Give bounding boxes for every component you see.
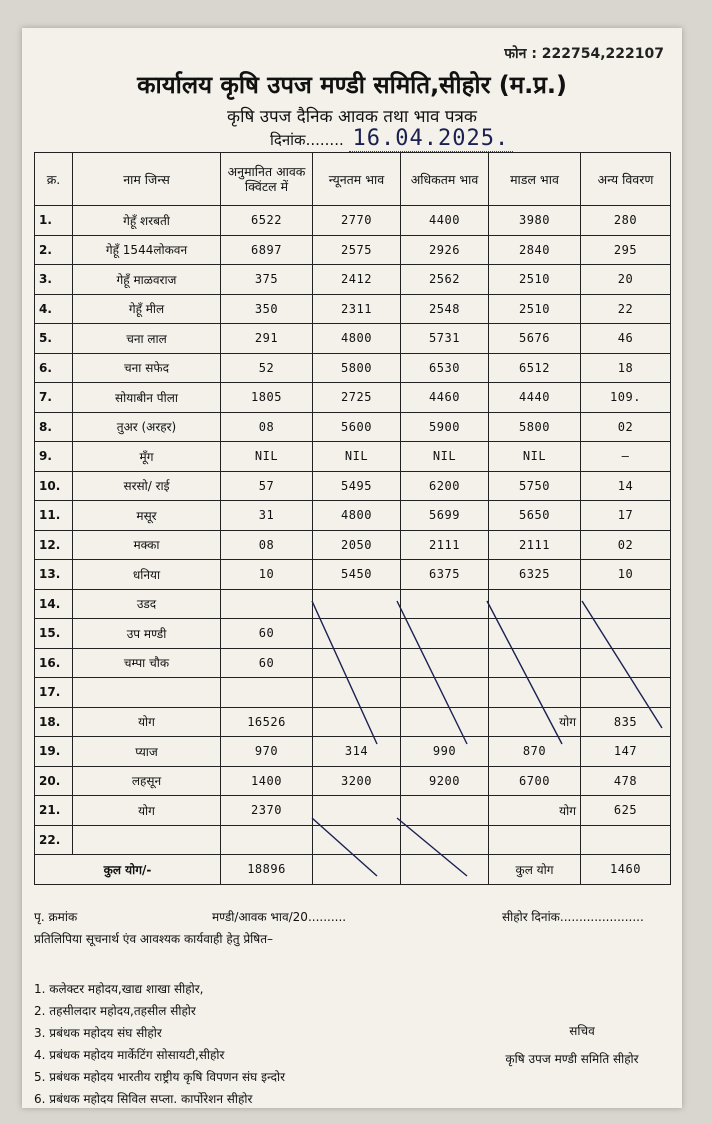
recipient-item: 2. तहसीलदार महोदय,तहसील सीहोर [34,1004,196,1018]
min-price: 4800 [313,501,401,531]
signatory-org: कृषि उपज मण्डी समिति सीहोर [505,1052,639,1066]
min-price: 2770 [313,206,401,236]
table-row [35,648,671,678]
row-sn: 7. [35,383,73,413]
arrival-value: NIL [221,442,313,472]
col-header: क्र. [35,153,73,206]
commodity-name: चना लाल [73,324,221,354]
document-page [22,28,682,1108]
arrival-value: 31 [221,501,313,531]
arrival-value: 1805 [221,383,313,413]
other-value: 18 [581,353,671,383]
rates-table [34,152,671,885]
commodity-name: चना सफेद [73,353,221,383]
modal-price: 6325 [489,560,581,590]
arrival-value: 60 [221,648,313,678]
table-row [35,560,671,590]
other-value: 02 [581,530,671,560]
table-row [35,412,671,442]
modal-price: 2111 [489,530,581,560]
other-value: 835 [581,707,671,737]
copy-recipients [34,978,285,1110]
table-row [35,206,671,236]
commodity-name: गेहूँ मील [73,294,221,324]
max-price: 4460 [401,383,489,413]
table-row [35,324,671,354]
col-header: माडल भाव [489,153,581,206]
table-row [35,825,671,855]
other-value: 17 [581,501,671,531]
min-price: 3200 [313,766,401,796]
max-price: 990 [401,737,489,767]
table-row [35,442,671,472]
row-sn: 3. [35,265,73,295]
min-price: 2412 [313,265,401,295]
other-value: 625 [581,796,671,826]
commodity-name: तुअर (अरहर) [73,412,221,442]
arrival-value: 350 [221,294,313,324]
min-price: 5600 [313,412,401,442]
arrival-value: 10 [221,560,313,590]
modal-price: 2510 [489,265,581,295]
table-row [35,294,671,324]
max-price: 6375 [401,560,489,590]
max-price: 2548 [401,294,489,324]
min-price: 4800 [313,324,401,354]
row-sn: 1. [35,206,73,236]
commodity-name: लहसून [73,766,221,796]
grand-total-arrival: 18896 [221,855,313,885]
office-title: कार्यालय कृषि उपज मण्डी समिति,सीहोर (म.प्र.) [137,71,567,99]
table-row [35,501,671,531]
commodity-name: उडद [73,589,221,619]
signatory-title: सचिव [569,1024,595,1038]
row-sn: 9. [35,442,73,472]
other-value: 295 [581,235,671,265]
table-row [35,353,671,383]
row-sn: 15. [35,619,73,649]
arrival-value: 6897 [221,235,313,265]
row-sn: 22. [35,825,73,855]
row-sn: 12. [35,530,73,560]
table-row [35,383,671,413]
recipient-item: 6. प्रबंधक महोदय सिविल सप्ला. कार्पोरेशन सीहोर [34,1092,253,1106]
row-sn: 10. [35,471,73,501]
arrival-value: 6522 [221,206,313,236]
modal-price: 4440 [489,383,581,413]
row-sn: 19. [35,737,73,767]
commodity-name: गेहूँ माळवराज [73,265,221,295]
subtotal-label: योग [73,707,221,737]
row-sn: 5. [35,324,73,354]
table-row [35,235,671,265]
other-value: 02 [581,412,671,442]
modal-price: 6512 [489,353,581,383]
modal-price: 3980 [489,206,581,236]
commodity-name: सरसो/ राई [73,471,221,501]
row-sn: 14. [35,589,73,619]
date-value: 16.04.2025. [349,126,514,152]
row-sn: 13. [35,560,73,590]
table-row [35,678,671,708]
commodity-name: धनिया [73,560,221,590]
handwritten-name: उप मण्डी [73,619,221,649]
other-value: 109. [581,383,671,413]
forward-note: प्रतिलिपिया सूचनार्थ एंव आवश्यक कार्यवाही हेतु प्रेषित– [34,932,274,946]
col-header: नाम जिन्स [73,153,221,206]
row-sn: 21. [35,796,73,826]
max-price: 6530 [401,353,489,383]
commodity-name: प्याज [73,737,221,767]
grand-total-label: कुल योग/- [35,855,221,885]
max-price: 2562 [401,265,489,295]
commodity-name: मक्का [73,530,221,560]
phone-numbers: फोन : 222754,222107 [504,46,664,62]
reference-number: पृ. क्रमांक [34,910,78,924]
row-sn: 6. [35,353,73,383]
modal-price: 5750 [489,471,581,501]
max-price: 2111 [401,530,489,560]
commodity-name: मूँग [73,442,221,472]
handwritten-label: योग [489,707,581,737]
grand-total-other: 1460 [581,855,671,885]
table-row [35,796,671,826]
handwritten-name: चम्पा चौक [73,648,221,678]
row-sn: 17. [35,678,73,708]
arrival-value: 1400 [221,766,313,796]
modal-price: 870 [489,737,581,767]
recipient-item: 5. प्रबंधक महोदय भारतीय राष्ट्रीय कृषि विपणन संघ इन्दोर [34,1070,286,1084]
other-value: 280 [581,206,671,236]
modal-price: 2510 [489,294,581,324]
handwritten-label: योग [73,796,221,826]
recipient-item: 3. प्रबंधक महोदय संघ सीहोर [34,1026,162,1040]
arrival-value: 08 [221,530,313,560]
max-price: 2926 [401,235,489,265]
col-header: न्यूनतम भाव [313,153,401,206]
recipient-item: 4. प्रबंधक महोदय मार्केटिंग सोसायटी,सीहोर [34,1048,225,1062]
modal-price: 5676 [489,324,581,354]
modal-price: 2840 [489,235,581,265]
other-value: 46 [581,324,671,354]
modal-price: 5800 [489,412,581,442]
table-row [35,589,671,619]
sehore-date: सीहोर दिनांक...................... [502,910,644,924]
table-row [35,766,671,796]
commodity-name: गेहूँ 1544लोकवन [73,235,221,265]
other-value: 147 [581,737,671,767]
arrival-value: 57 [221,471,313,501]
max-price: NIL [401,442,489,472]
modal-price: NIL [489,442,581,472]
table-row [35,530,671,560]
max-price: 5731 [401,324,489,354]
table-row [35,737,671,767]
arrival-value: 2370 [221,796,313,826]
max-price: 5900 [401,412,489,442]
arrival-value: 291 [221,324,313,354]
recipient-item: 1. कलेक्टर महोदय,खाद्य शाखा सीहोर, [34,982,204,996]
min-price: NIL [313,442,401,472]
row-sn: 18. [35,707,73,737]
table-row [35,619,671,649]
min-price: 2311 [313,294,401,324]
commodity-name: मसूर [73,501,221,531]
modal-price: 5650 [489,501,581,531]
table-header-row [35,153,671,206]
min-price: 5450 [313,560,401,590]
min-price: 5800 [313,353,401,383]
col-header: अन्य विवरण [581,153,671,206]
other-value: — [581,442,671,472]
total-row [35,855,671,885]
other-value: 14 [581,471,671,501]
arrival-value: 08 [221,412,313,442]
other-value: 478 [581,766,671,796]
mandi-line: मण्डी/आवक भाव/20.......... [212,910,347,924]
table-row [35,265,671,295]
min-price: 314 [313,737,401,767]
row-sn: 4. [35,294,73,324]
min-price: 2050 [313,530,401,560]
handwritten-label: कुल योग [489,855,581,885]
commodity-name: गेहूँ शरबती [73,206,221,236]
table-row [35,707,671,737]
row-sn: 2. [35,235,73,265]
document-subtitle: कृषि उपज दैनिक आवक तथा भाव पत्रक [227,107,477,127]
date-label: दिनांक [270,131,306,149]
arrival-value: 52 [221,353,313,383]
arrival-value: 60 [221,619,313,649]
row-sn: 8. [35,412,73,442]
handwritten-label: योग [489,796,581,826]
other-value: 20 [581,265,671,295]
commodity-name: सोयाबीन पीला [73,383,221,413]
other-value: 10 [581,560,671,590]
min-price: 5495 [313,471,401,501]
col-header: अनुमानित आवक क्विंटल में [221,153,313,206]
modal-price: 6700 [489,766,581,796]
arrival-value: 16526 [221,707,313,737]
table-row [35,471,671,501]
arrival-value: 970 [221,737,313,767]
max-price: 4400 [401,206,489,236]
row-sn: 16. [35,648,73,678]
max-price: 6200 [401,471,489,501]
date-line: दिनांक........ 16.04.2025. [270,126,513,151]
min-price: 2575 [313,235,401,265]
arrival-value: 375 [221,265,313,295]
min-price: 2725 [313,383,401,413]
max-price: 9200 [401,766,489,796]
other-value: 22 [581,294,671,324]
row-sn: 20. [35,766,73,796]
col-header: अधिकतम भाव [401,153,489,206]
row-sn: 11. [35,501,73,531]
max-price: 5699 [401,501,489,531]
